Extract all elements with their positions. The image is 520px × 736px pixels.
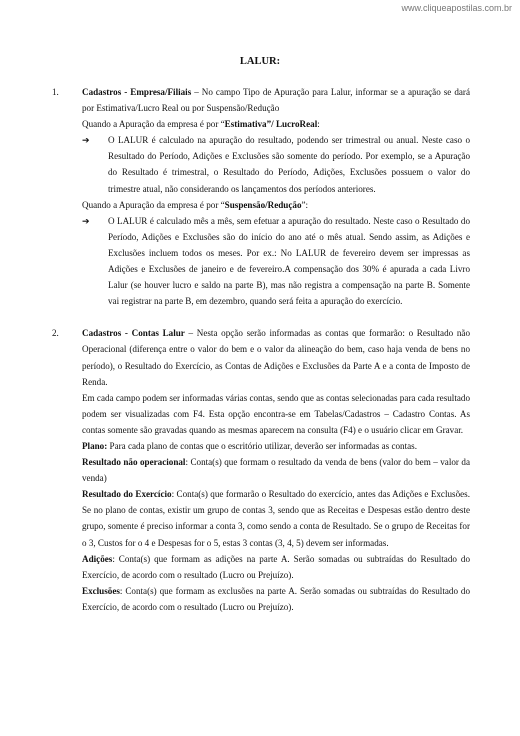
section-2-intro: Cadastros - Contas Lalur – Nesta opção serão informadas as contas que formarão: o Resultado não Operacional (diferença entre o valor do bem e o valor da alineação do bem, caso haja venda de bens no período), o Resultado do Exercício, as Contas de Adições e Exclusões da Parte A e a conta de Imposto de Renda. — [82, 328, 470, 387]
arrow-right-icon: ➔ — [82, 215, 90, 226]
apuracao-suspensao-label: Quando a Apuração da empresa é por “Suspensão/Redução”: — [82, 199, 309, 210]
section-number: 2. — [52, 328, 59, 339]
section-2-heading: Cadastros - Contas Lalur — [82, 328, 185, 339]
section-1-heading: Cadastros - Empresa/Filiais — [82, 87, 192, 97]
apuracao-estimativa-label: Quando a Apuração da empresa é por “Estimativa”/ LucroReal: — [82, 119, 320, 130]
exclusoes-item: Exclusões: Conta(s) que formam as exclusões na parte A. Serão somadas ou subtraídas do Resultado do Exercício, de acordo com o resultado (Lucro ou Prejuízo). — [82, 585, 470, 612]
bullet-estimativa: ➔ O LALUR é calculado na apuração do resultado, podendo ser trimestral ou anual. Neste caso o Resultado do Período, Adições e Exclusões são somente do período. Por exemplo, se a Apuração do Resultado é trimestral, o Resultado do Período, Adições, Exclusões possuem o valor do trimestre atual, não considerando os lançamentos dos períodos anteriores. — [52, 132, 470, 196]
resultado-exercicio-item: Resultado do Exercício: Conta(s) que formarão o Resultado do exercício, antes das Adições e Exclusões. Se no plano de contas, existir um grupo de contas 3, sendo que as Receitas e Despesas estão dentro deste grupo, somente é preciso informar a conta 3, como sendo a conta de Resultado. Se o grupo de Receitas for o 3, Custos for o 4 e Despesas for o 5, estas 3 contas (3, 4, 5) devem ser informadas. — [82, 489, 470, 548]
section-1 — [52, 84, 470, 116]
document-body — [52, 84, 470, 615]
section-2-paragraph: Em cada campo podem ser informadas várias contas, sendo que as contas selecionadas para cada resultado podem ser visualizadas com F4. Esta opção encontra-se em Tabelas/Cadastros – Cadastro Contas. As contas somente são gravadas quando as mesmas aparecem na consulta (F4) e o usuário clicar em Gravar. — [82, 392, 470, 435]
page-title: LALUR: — [239, 56, 281, 67]
resultado-nao-operacional-item: Resultado não operacional: Conta(s) que formam o resultado da venda de bens (valor do bem – valor da venda) — [82, 457, 470, 484]
bullet-suspensao: ➔ O LALUR é calculado mês a mês, sem efetuar a apuração do resultado. Neste caso o Resultado do Período, Adições e Exclusões são do início do ano até o mês atual. Sendo assim, as Adições e Exclusões incluem todos os meses. Por ex.: No LALUR de fevereiro devem ser impressas as Adições e Exclusões de janeiro e de fevereiro.A compensação dos 30% é apurada a cada Livro Lalur (se houver lucro e saldo na parte B), mas não registra a compensação na parte B. Somente vai registrar na parte B, em dezembro, quando será feita a apuração do exercício. — [52, 213, 470, 310]
section-1-intro: Cadastros - Empresa/Filiais – No campo Tipo de Apuração para Lalur, informar se a apuração se dará por Estimativa/Lucro Real ou por Suspensão/Redução — [82, 87, 470, 114]
section-number: 1. — [52, 87, 59, 97]
plano-item: Plano: Para cada plano de contas que o escritório utilizar, deverão ser informadas as contas. — [82, 440, 417, 451]
section-2 — [52, 325, 470, 389]
arrow-right-icon: ➔ — [82, 135, 90, 146]
adicoes-item: Adições: Conta(s) que formam as adições na parte A. Serão somadas ou subtraídas do Resultado do Exercício, de acordo com o resultado (Lucro ou Prejuízo). — [82, 553, 470, 580]
site-url: www.cliqueapostilas.com.br — [401, 3, 512, 13]
